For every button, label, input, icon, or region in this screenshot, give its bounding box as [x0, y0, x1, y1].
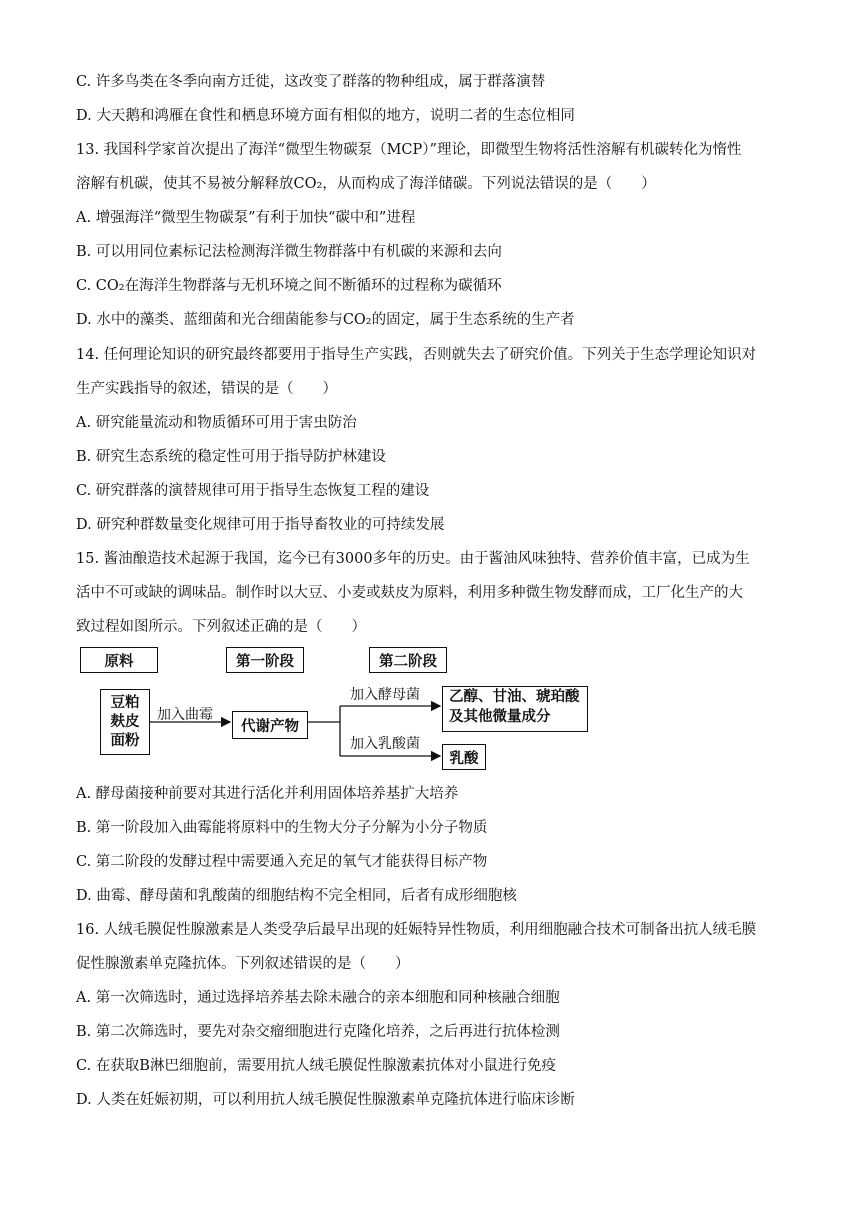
option-d-q14: D. 研究种群数量变化规律可用于指导畜牧业的可持续发展 [76, 517, 445, 533]
question-16-line2: 促性腺激素单克隆抗体。下列叙述错误的是（ ） [76, 956, 410, 972]
option-c-q16: C. 在获取B淋巴细胞前，需要用抗人绒毛膜促性腺激素抗体对小鼠进行免疫 [76, 1058, 556, 1074]
question-15-line2: 活中不可或缺的调味品。制作时以大豆、小麦或麸皮为原料，利用多种微生物发酵而成，工厂化生产的大 [76, 585, 743, 601]
header-stage-one-text: 第一阶段 [236, 653, 294, 670]
lactic-acid-text: 乳酸 [449, 750, 479, 767]
raw-material-flour: 面粉 [110, 732, 140, 749]
label-add-aspergillus: 加入曲霉 [157, 707, 213, 723]
option-a-q14: A. 研究能量流动和物质循环可用于害虫防治 [76, 415, 357, 431]
option-b-q15: B. 第一阶段加入曲霉能将原料中的生物大分子分解为小分子物质 [76, 820, 488, 836]
question-13-line1: 13. 我国科学家首次提出了海洋“微型生物碳泵（MCP）”理论，即微型生物将活性溶解有机碳转化为惰性 [76, 142, 742, 158]
question-14-line2: 生产实践指导的叙述，错误的是（ ） [76, 381, 337, 397]
option-b-q16: B. 第二次筛选时，要先对杂交瘤细胞进行克隆化培养，之后再进行抗体检测 [76, 1024, 560, 1040]
raw-material-bran: 麸皮 [110, 713, 140, 730]
option-c-q14: C. 研究群落的演替规律可用于指导生态恢复工程的建设 [76, 483, 430, 499]
option-b-q13: B. 可以用同位素标记法检测海洋微生物群落中有机碳的来源和去向 [76, 244, 502, 260]
option-d-q13: D. 水中的藻类、蓝细菌和光合细菌能参与CO₂的固定，属于生态系统的生产者 [76, 312, 575, 328]
option-a-q13: A. 增强海洋“微型生物碳泵”有利于加快“碳中和”进程 [76, 210, 416, 226]
metabolite-text: 代谢产物 [241, 718, 299, 735]
option-d-q16: D. 人类在妊娠初期，可以利用抗人绒毛膜促性腺激素单克隆抗体进行临床诊断 [76, 1092, 575, 1108]
option-d-q12: D. 大天鹅和鸿雁在食性和栖息环境方面有相似的地方，说明二者的生态位相同 [76, 108, 575, 124]
question-16-line1: 16. 人绒毛膜促性腺激素是人类受孕后最早出现的妊娠特异性物质，利用细胞融合技术可制备出抗人绒毛膜 [76, 922, 757, 938]
question-15-line1: 15. 酱油酿造技术起源于我国，迄今已有3000多年的历史。由于酱油风味独特、营养价值丰富，已成为生 [76, 551, 750, 567]
option-b-q14: B. 研究生态系统的稳定性可用于指导防护林建设 [76, 449, 386, 465]
option-a-q16: A. 第一次筛选时，通过选择培养基去除未融合的亲本细胞和同种核融合细胞 [76, 990, 560, 1006]
header-raw-material-text: 原料 [104, 653, 134, 670]
label-add-lactobacillus: 加入乳酸菌 [350, 736, 420, 752]
yeast-products-line2: 及其他微量成分 [449, 709, 551, 725]
option-a-q15: A. 酵母菌接种前要对其进行活化并利用固体培养基扩大培养 [76, 786, 459, 802]
label-add-yeast: 加入酵母菌 [350, 687, 420, 703]
option-c-q15: C. 第二阶段的发酵过程中需要通入充足的氧气才能获得目标产物 [76, 854, 488, 870]
yeast-products-line1: 乙醇、甘油、琥珀酸 [449, 689, 580, 705]
option-d-q15: D. 曲霉、酵母菌和乳酸菌的细胞结构不完全相同，后者有成形细胞核 [76, 888, 517, 904]
option-c-q13: C. CO₂在海洋生物群落与无机环境之间不断循环的过程称为碳循环 [76, 278, 502, 294]
question-15-line3: 致过程如图所示。下列叙述正确的是（ ） [76, 619, 366, 635]
question-14-line1: 14. 任何理论知识的研究最终都要用于指导生产实践，否则就失去了研究价值。下列关于生态学理论知识对 [76, 347, 757, 363]
header-stage-two-text: 第二阶段 [379, 653, 437, 670]
question-13-line2: 溶解有机碳，使其不易被分解释放CO₂，从而构成了海洋储碳。下列说法错误的是（ ） [76, 176, 656, 192]
raw-material-soybean-meal: 豆粕 [110, 694, 140, 711]
option-c-q12: C. 许多鸟类在冬季向南方迁徙，这改变了群落的物种组成，属于群落演替 [76, 74, 546, 90]
